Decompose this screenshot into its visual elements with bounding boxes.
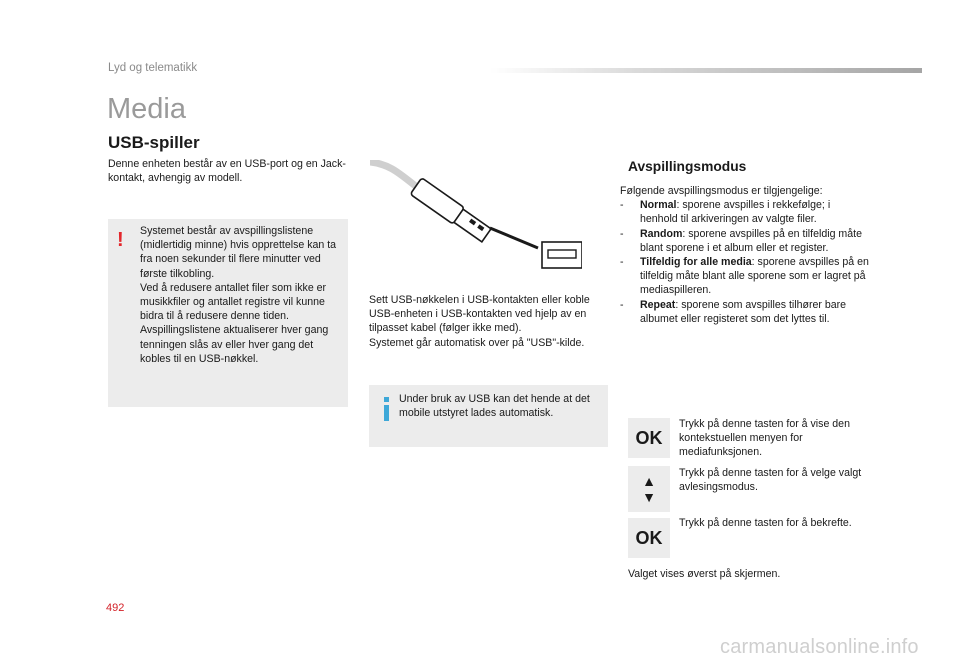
final-note: Valget vises øverst på skjermen.: [628, 568, 781, 580]
warning-text: Systemet består av avspillingslistene (midlertidig minne) hvis opprettelse kan ta fra noen sekunder til flere minutter ved første tilkobling. Ved å redusere antallet filer som ikke er musikkfiler og antallet registre vil kunne bidra til å redusere denne tiden. Avspillingslistene aktualiserer hver gang tenningen slås av eller hver gang det kobles til en USB-nøkkel.: [140, 225, 337, 365]
mode-description: : sporene avspilles på en tilfeldig måte blant alle sporene som er lagret på mediaspilleren.: [640, 256, 869, 297]
usb-plug-icon: [370, 160, 582, 270]
mode-dash: -: [620, 227, 624, 240]
info-box: [369, 385, 608, 447]
intro-text: Denne enheten består av en USB-port og en Jack-kontakt, avhengig av modell.: [108, 158, 346, 185]
playback-mode-title: Avspillingsmodus: [628, 159, 747, 174]
mode-item: [620, 255, 870, 298]
up-down-key-text: Trykk på denne tasten for å velge valgt avlesingsmodus.: [679, 467, 862, 494]
arrow-down-icon: ▼: [642, 489, 656, 505]
warning-icon: !: [117, 229, 124, 251]
mode-name: Repeat: [640, 298, 676, 311]
info-icon: [378, 395, 396, 423]
confirm-ok-key-icon: OK: [628, 518, 670, 558]
mode-description: : sporene avspilles på en tilfeldig måte blant sporene i et album eller et register.: [640, 227, 862, 254]
ok-key-text: Trykk på denne tasten for å vise den kontekstuellen menyen for mediafunksjonen.: [679, 418, 850, 459]
mode-intro: Følgende avspillingsmodus er tilgjengelige:: [620, 185, 823, 197]
page-number: 492: [106, 602, 125, 614]
page-title: Media: [107, 93, 186, 125]
mode-description: : sporene som avspilles tilhører bare albumet eller registeret som det lyttes til.: [640, 298, 847, 325]
mode-description: : sporene avspilles i rekkefølge; i henhold til arkiveringen av valgte filer.: [640, 199, 831, 226]
mode-dash: -: [620, 199, 624, 212]
mode-dash: -: [620, 256, 624, 269]
up-down-key-icon: [628, 466, 670, 512]
usb-illustration: [370, 160, 582, 270]
section-label: Lyd og telematikk: [108, 62, 198, 74]
mode-item: [620, 227, 870, 255]
mode-name: Random: [640, 227, 683, 240]
mode-item: [620, 198, 870, 226]
mode-list: [620, 184, 870, 326]
watermark: carmanualsonline.info: [720, 636, 919, 658]
header-rule: [490, 68, 922, 73]
confirm-key-text: Trykk på denne tasten for å bekrefte.: [679, 517, 852, 529]
ok-key-icon: OK: [628, 418, 670, 458]
mode-item: [620, 298, 870, 326]
section-title: USB-spiller: [108, 133, 200, 152]
usb-text: Sett USB-nøkkelen i USB-kontakten eller koble USB-enheten i USB-kontakten ved hjelp av en tilpasset kabel (følger ikke med). Systemet går automatisk over på "USB"-kilde.: [369, 294, 590, 349]
info-text: Under bruk av USB kan det hende at det mobile utstyret lades automatisk.: [399, 393, 590, 420]
arrow-up-icon: ▲: [642, 473, 656, 489]
mode-dash: -: [620, 298, 624, 311]
mode-name: Tilfeldig for alle media: [640, 256, 752, 269]
warning-box: [108, 219, 348, 407]
mode-name: Normal: [640, 199, 677, 212]
